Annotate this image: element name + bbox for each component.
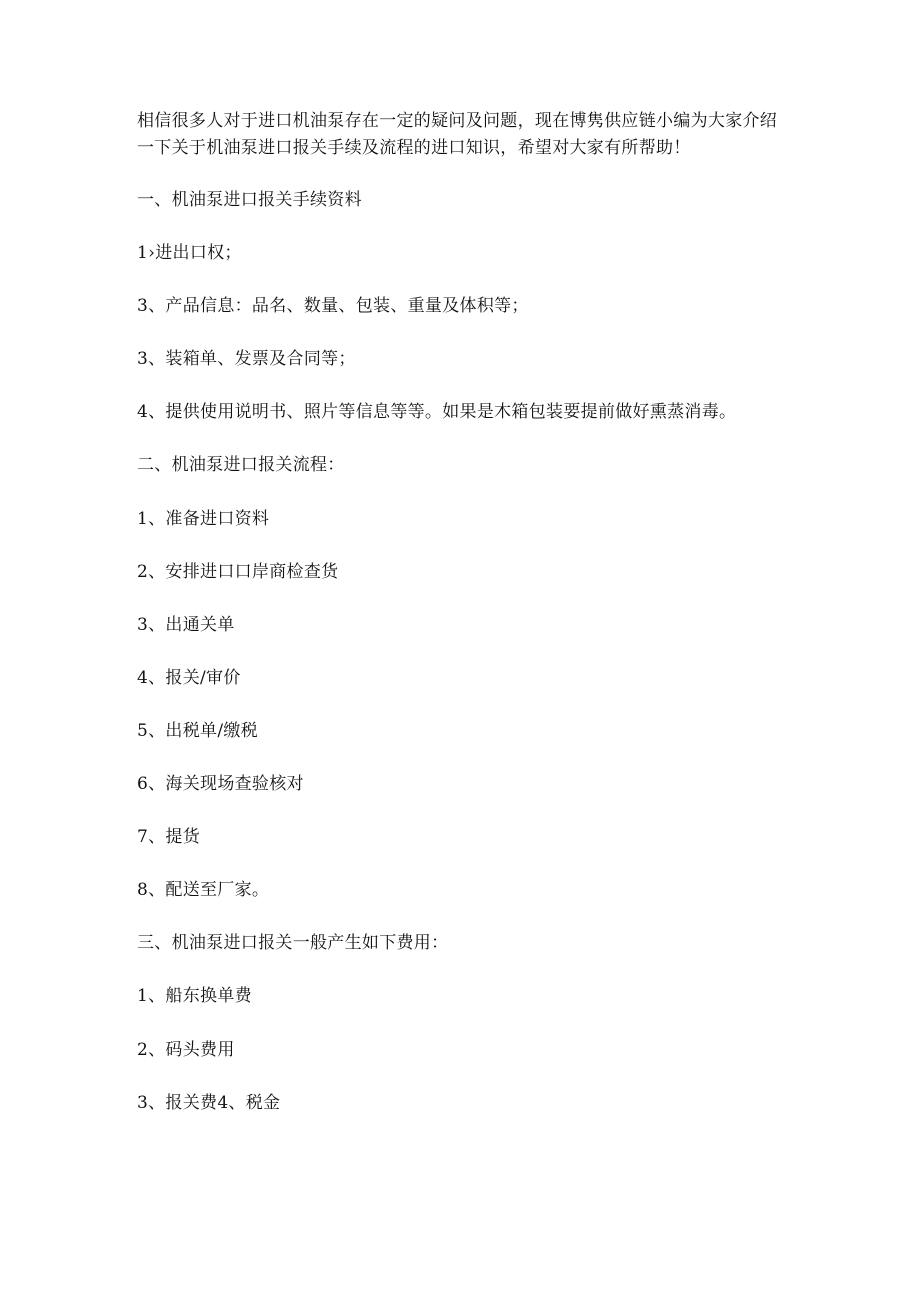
list-item: 1、准备进口资料	[137, 508, 270, 529]
section-heading-3: 三、机油泵进口报关一般产生如下费用：	[137, 933, 449, 954]
list-item: 4、提供使用说明书、照片等信息等等。如果是木箱包装要提前做好熏蒸消毒。	[137, 402, 737, 423]
intro-paragraph: 相信很多人对于进口机油泵存在一定的疑问及问题，现在博隽供应链小编为大家介绍一下关于机油泵进口报关手续及流程的进口知识，希望对大家有所帮助！	[137, 111, 778, 158]
list-item: 3、出通关单	[137, 614, 235, 635]
document-page	[137, 108, 787, 1144]
list-item: 6、海关现场查验核对	[137, 774, 304, 795]
list-item: 3、产品信息：品名、数量、包装、重量及体积等；	[137, 296, 529, 317]
list-item: 2、码头费用	[137, 1039, 235, 1060]
list-item: 3、装箱单、发票及合同等；	[137, 349, 356, 370]
list-item: 5、出税单/缴税	[137, 720, 258, 741]
list-item: 1›进出口权；	[137, 243, 242, 264]
section-heading-2: 二、机油泵进口报关流程：	[137, 455, 345, 476]
list-item: 2、安排进口口岸商检查货	[137, 561, 339, 582]
section-heading-1: 一、机油泵进口报关手续资料	[137, 190, 362, 210]
list-item: 1、船东换单费	[137, 986, 252, 1007]
list-item: 7、提货	[137, 827, 201, 848]
list-item: 4、报关/审价	[137, 667, 241, 688]
list-item: 8、配送至厂家。	[137, 880, 270, 901]
content-lines	[137, 188, 787, 1115]
list-item: 3、报关费4、税金	[137, 1092, 281, 1113]
